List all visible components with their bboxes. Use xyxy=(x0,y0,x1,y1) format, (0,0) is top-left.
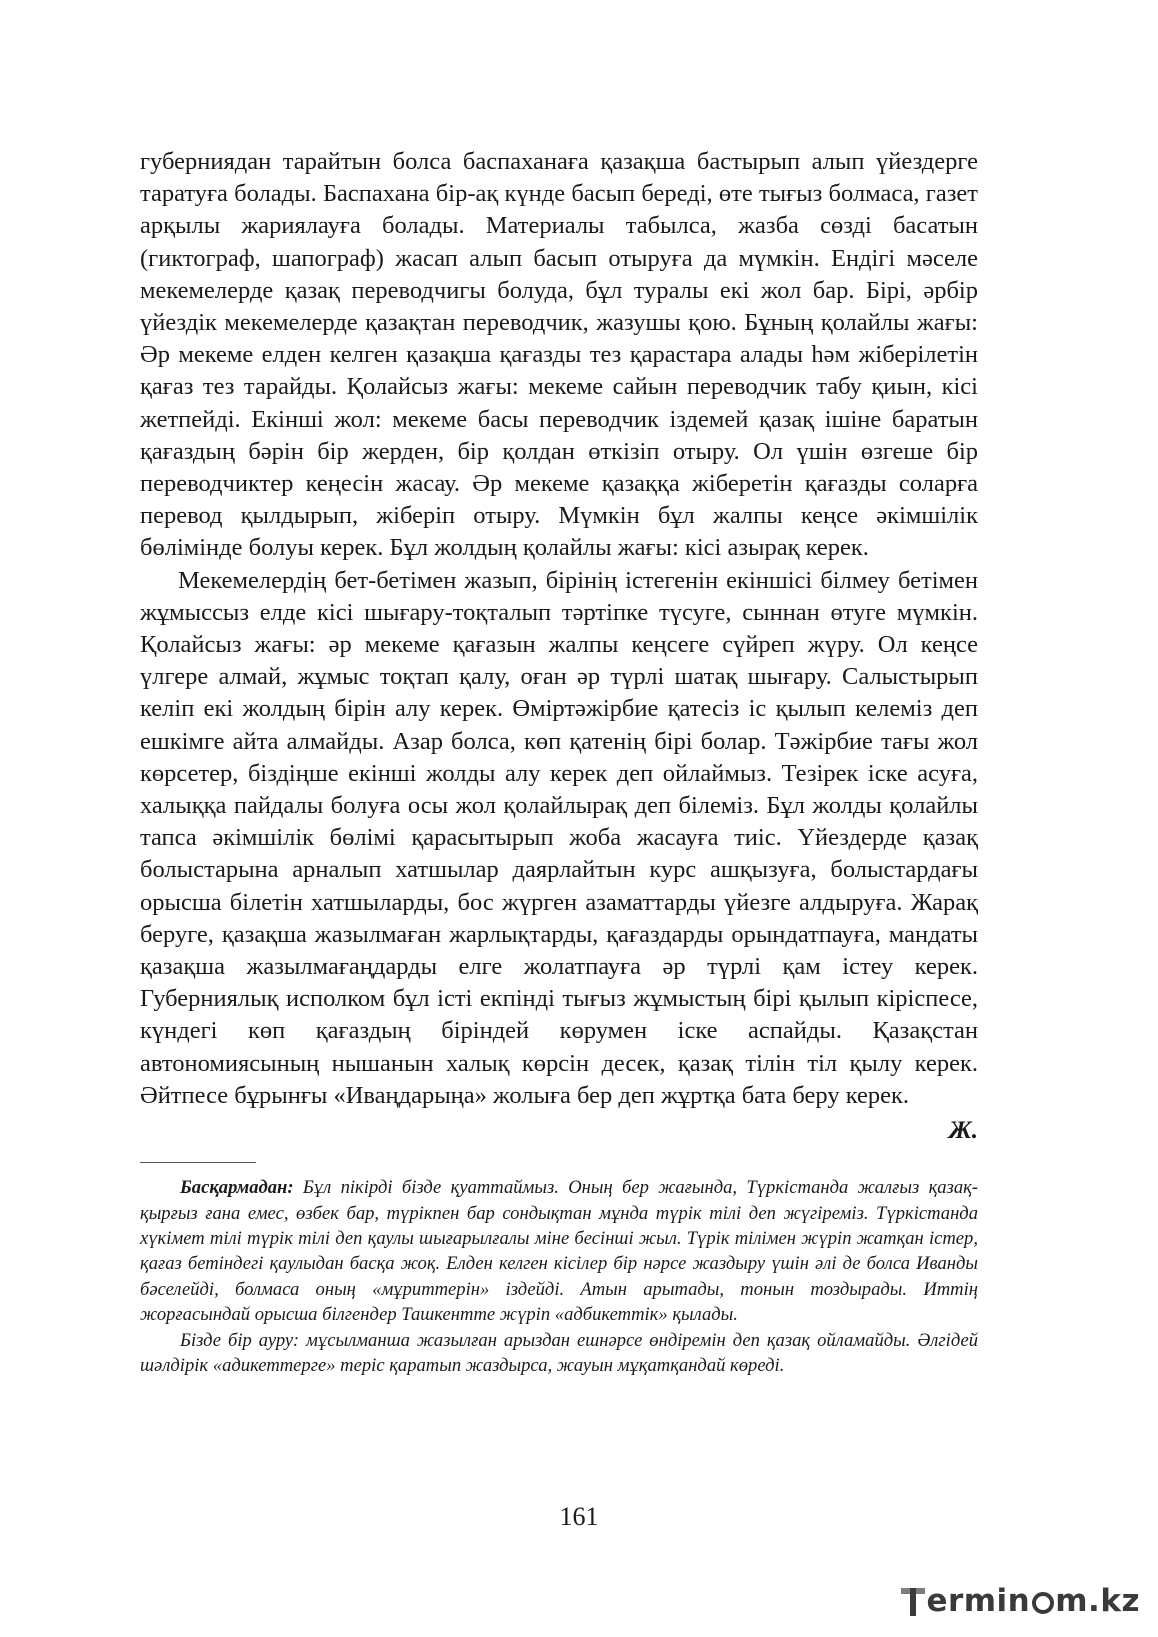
watermark-suffix: m.kz xyxy=(1055,1583,1140,1619)
termincom-watermark-logo xyxy=(901,1581,1140,1621)
footnote-text-1: Бұл пікірді бізде қуаттаймыз. Оның бер жағында, Түркістанда жалғыз қазақ-қырғыз ғана емес, өзбек бар, түрікпен бар сондықтан мұнда түрік тілі деп жүгіреміз. Түркістанда хүкімет тілі түрік тілі деп қаулы шығарылғалы міне бесінші жыл. Түрік тілімен жүріп жатқан істер, қағаз бетіндегі қаулыдан басқа жоқ. Елден келген кісілер бір нәрсе жаздыру үшін әлі де болса Иванды бәселейді, болмаса оның «мұриттерін» іздейді. Атын арытады, тонын тоздырады. Иттің жорғасындай орысша білгендер Ташкентте жүріп «адбикеттік» қылады. xyxy=(140,1177,978,1326)
page-number: 161 xyxy=(559,1502,599,1531)
ring-icon xyxy=(1032,1592,1054,1614)
watermark-prefix: ermin xyxy=(926,1583,1031,1619)
author-signature: Ж. xyxy=(948,1117,978,1145)
t-logo-icon xyxy=(901,1586,925,1616)
footnote-paragraph-1 xyxy=(140,1175,978,1327)
footnote-paragraph-2: Бізде бір ауру: мұсылманша жазылған арыздан ешнәрсе өндіремін деп қазақ ойламайды. Әлгідей шәлдірік «адикеттерге» теріс қаратып жаздырса, жауын мұқатқандай көреді. xyxy=(140,1329,978,1376)
page-content xyxy=(140,146,978,1378)
footnote-divider xyxy=(140,1162,256,1163)
body-paragraph-2: Мекемелердің бет-бетімен жазып, бірінің істегенін екіншісі білмеу бетімен жұмыссыз елде кісі шығару-тоқталып тәртіпке түсуге, сыннан өтуге мүмкін. Қолайсыз жағы: әр мекеме қағазын жалпы кеңсеге сүйреп жүру. Ол кеңсе үлгере алмай, жұмыс тоқтап қалу, оған әр түрлі шатақ шығару. Салыстырып келіп екі жолдың бірін алу керек. Өміртәжірбие қатесіз іс қылып келеміз деп ешкімге айта алмайды. Азар болса, көп қатенің бірі болар. Тәжірбие тағы жол көрсетер, біздіңше екінші жолды алу керек деп ойлаймыз. Тезірек іске асуға, халыққа пайдалы болуға осы жол қолайлырақ деп білеміз. Бұл жолды қолайлы тапса әкімшілік бөлімі қарасытырып жоба жасауға тиіс. Үйездерде қазақ болыстарына арналып хатшылар даярлайтын курс ашқызуға, болыстардағы орысша білетін хатшыларды, бос жүрген азаматтарды үйезге алдыруға. Жарақ беруге, қазақша жазылмаған жарлықтарды, қағаздарды орындатпауға, мандаты қазақша жазылмағаңдарды елге жолатпауға әр түрлі қам істеу керек. Губерниялық исполком бұл істі екпінді тығыз жұмыстың бірі қылып кіріспесе, күндегі көп қағаздың біріндей көрумен іске аспайды. Қазақстан автономиясының нышанын халық көрсін десек, қазақ тілін тіл қылу керек. Әйтпесе бұрынғы «Иваңдарыңа» жолыға бер деп жұртқа бата беру керек. xyxy=(140,566,978,1109)
body-paragraph-1: губерниядан тарайтын болса баспаханаға қазақша бастырып алып үйездерге таратуға болады. Баспахана бір-ақ күнде басып береді, өте тығыз болмаса, газет арқылы жариялауға болады. Материалы табылса, жазба сөзді басатын (гиктограф, шапограф) жасап алып басып отыруға да мүмкін. Ендігі мәселе мекемелерде қазақ переводчигы болуда, бұл туралы екі жол бар. Бірі, әрбір үйездік мекемелерде қазақтан переводчик, жазушы қою. Бұның қолайлы жағы: Әр мекеме елден келген қазақша қағазды тез қарастара алады һәм жіберілетін қағаз тез тарайды. Қолайсыз жағы: мекеме сайын переводчик табу қиын, кісі жетпейді. Екінші жол: мекеме басы переводчик іздемей қазақ ішіне баратын қағаздың бәрін бір жерден, бір қолдан өткізіп отыру. Ол үшін өзгеше бір переводчиктер кеңесін жасау. Әр мекеме қазаққа жіберетін қағазды соларға перевод қылдырып, жіберіп отыру. Мүмкін бұл жалпы кеңсе әкімшілік бөлімінде болуы керек. Бұл жолдың қолайлы жағы: кісі азырақ керек. xyxy=(140,148,978,562)
footnote-lead: Басқармадан: xyxy=(180,1177,294,1199)
